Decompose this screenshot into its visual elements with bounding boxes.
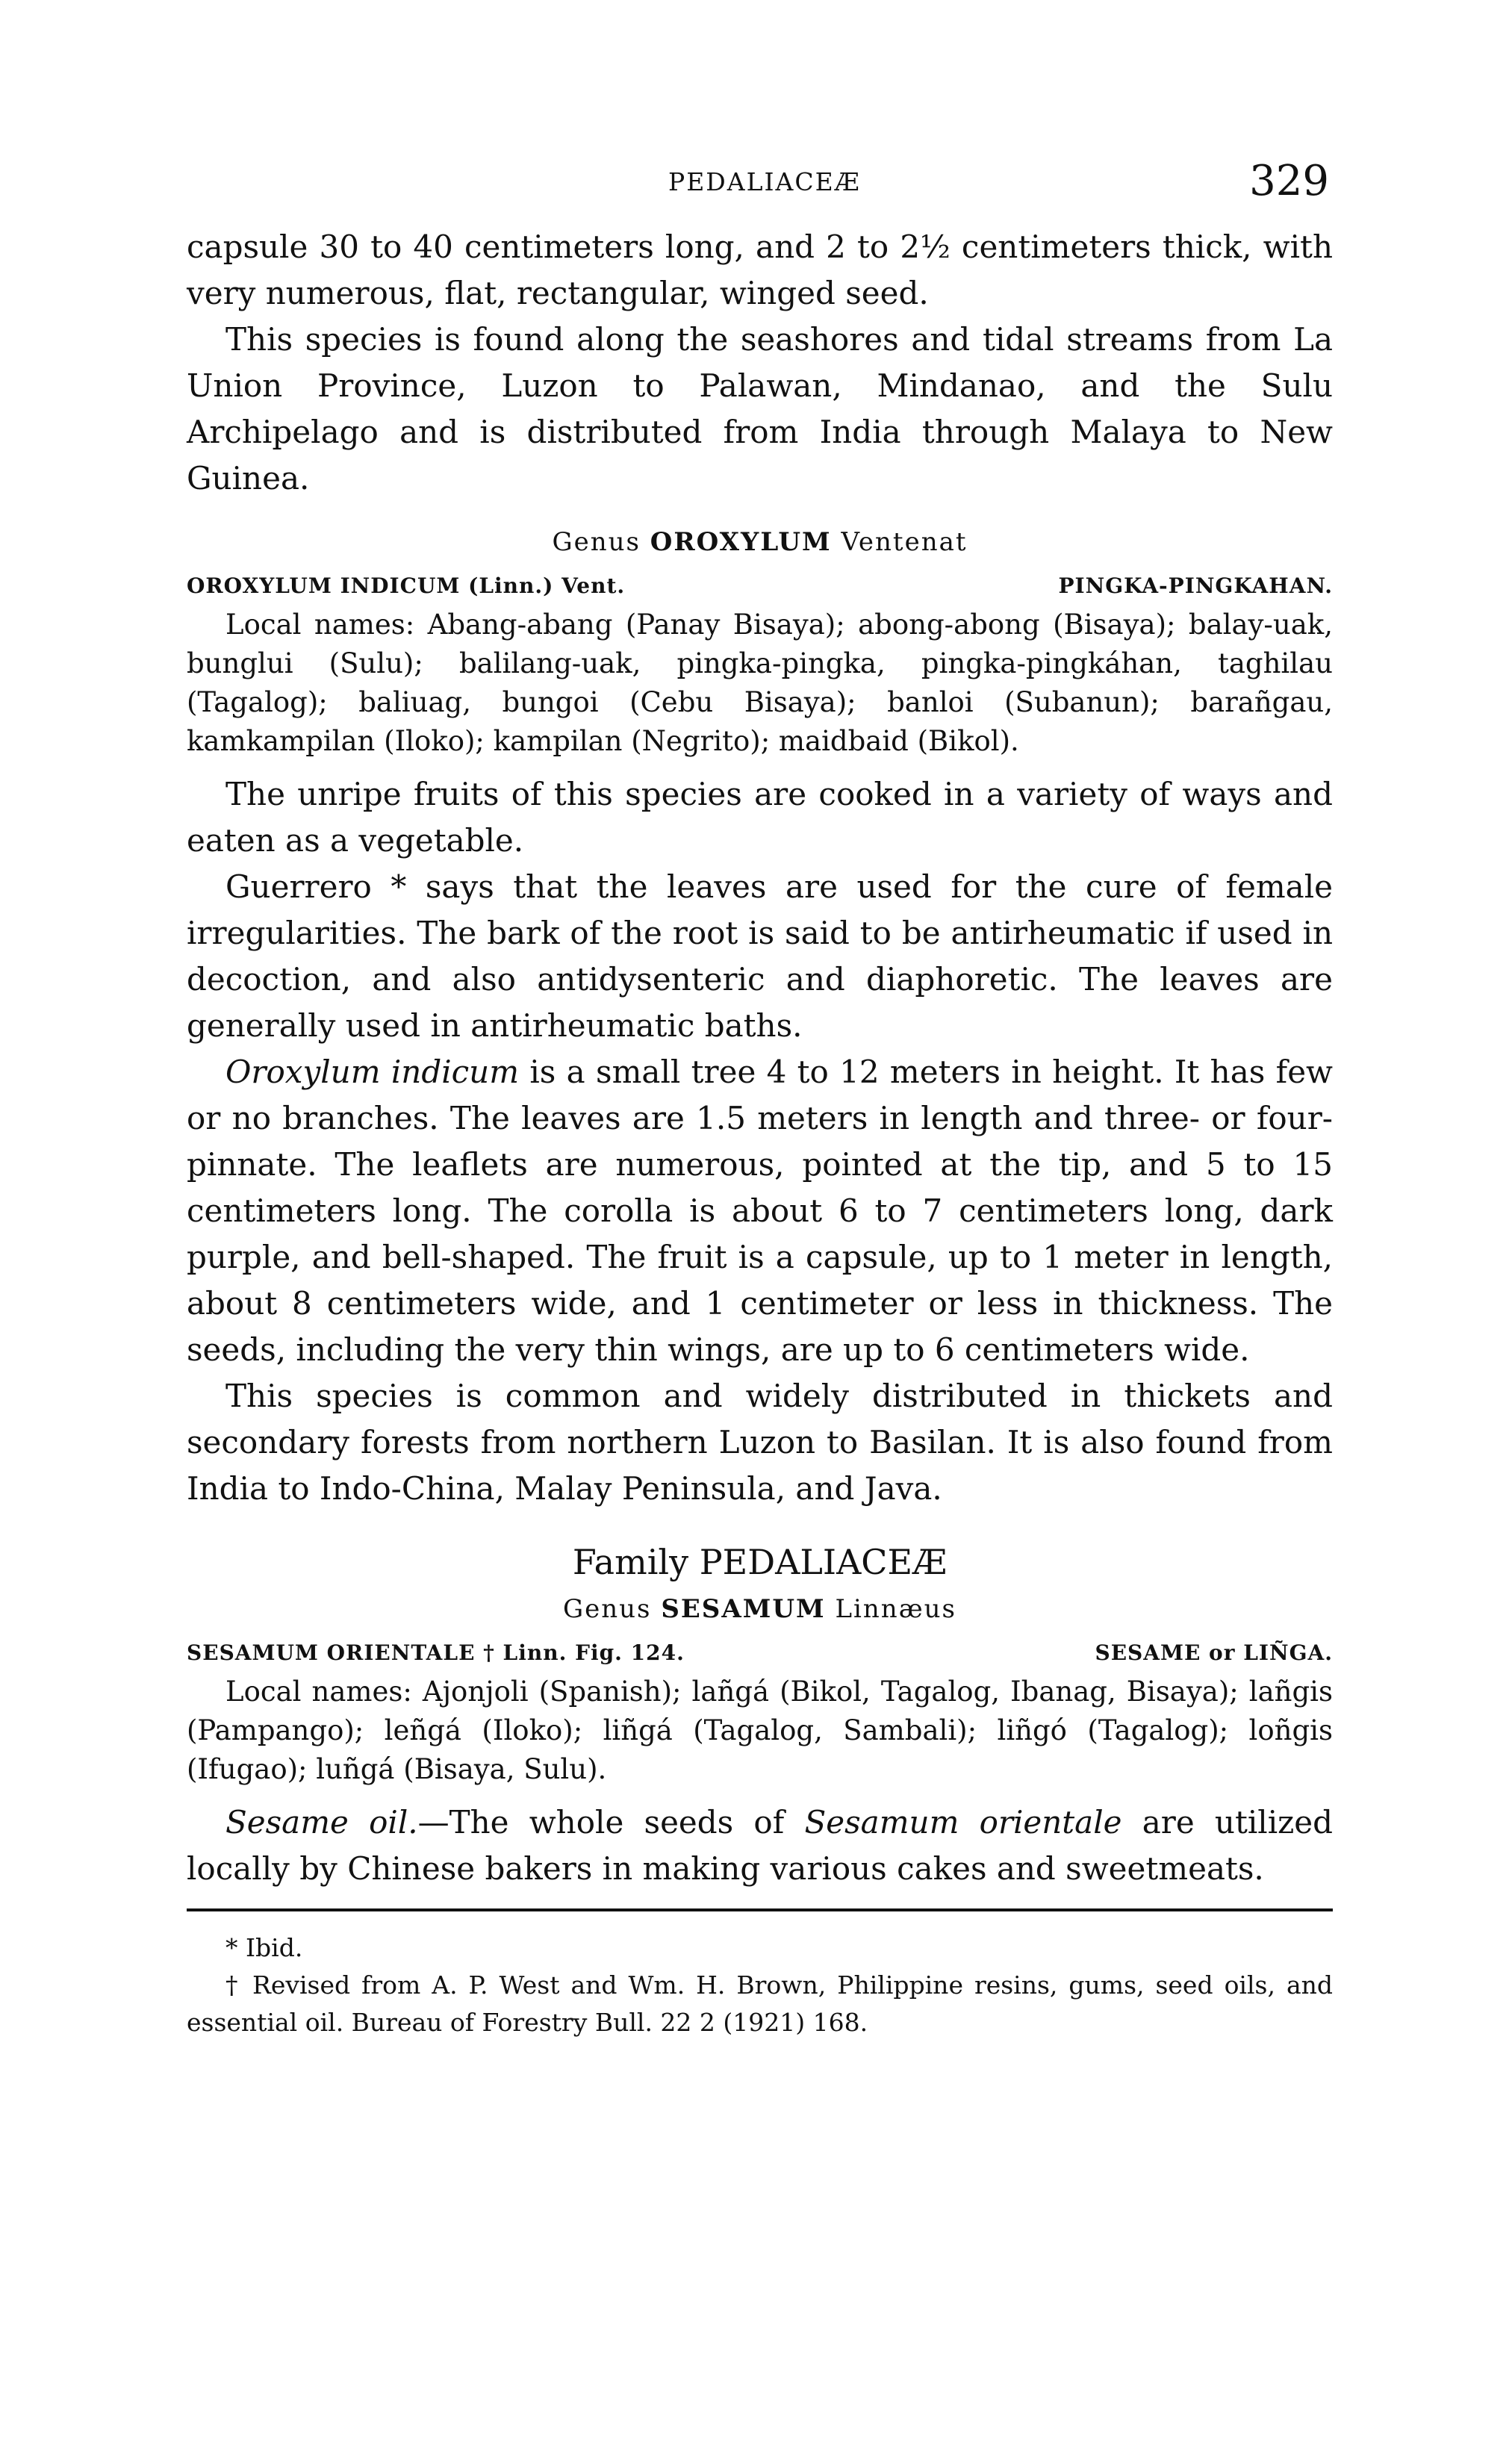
paragraph-description — [187, 1049, 1333, 1373]
common-name: SESAME or LIÑGA. — [1095, 1640, 1333, 1665]
common-name: PINGKA-PINGKAHAN. — [1058, 573, 1333, 598]
page-header — [187, 157, 1329, 209]
genus-heading-sesamum — [187, 1594, 1333, 1624]
page-number: 329 — [1249, 157, 1329, 205]
footnote-divider — [187, 1908, 1333, 1911]
genus-name: SESAMUM — [661, 1594, 826, 1624]
genus-label: Genus — [562, 1594, 652, 1624]
sesame-oil-text-2: are utilized locally by Chinese bakers in making various cakes and sweetmeats. — [187, 1804, 1333, 1887]
local-names-sesamum: Local names: Ajonjoli (Spanish); lañgá (Bikol, Tagalog, Ibanag, Bisaya); lañgis (Pampango); leñgá (Iloko); liñgá (Tagalog, Sambali); liñgó (Tagalog); loñgis (Ifugao); luñgá (Bisaya, Sulu). — [187, 1676, 1333, 1785]
species-italic: Oroxylum indicum — [225, 1054, 520, 1090]
family-heading: Family PEDALIACEÆ — [572, 1542, 948, 1582]
genus-name: OROXYLUM — [650, 527, 832, 557]
paragraph-capsule: capsule 30 to 40 centimeters long, and 2 to 2½ centimeters thick, with very numerous, flat, rectangular, winged seed. — [187, 228, 1333, 311]
paragraph-guerrero: Guerrero * says that the leaves are used for the cure of female irregularities. The bark of the root is said to be antirheumatic if used in decoction, and also antidysenteric and diaphoretic. The leaves are generally used in antirheumatic baths. — [187, 868, 1333, 1044]
footnote-ibid: * Ibid. — [225, 1933, 303, 1962]
body-text — [187, 224, 1333, 2041]
paragraph-distribution: This species is found along the seashores and tidal streams from La Union Province, Luzon to Palawan, Mindanao, and the Sulu Archipelago and is distributed from India through Malaya to New Guinea. — [187, 321, 1333, 497]
sesame-oil-text-1: —The whole seeds of — [417, 1804, 805, 1841]
sesame-oil-species: Sesamum orientale — [804, 1804, 1122, 1841]
species-line-oroxylum — [187, 573, 1333, 598]
footnote-revised: † Revised from A. P. West and Wm. H. Brown, Philippine resins, gums, seed oils, and essential oil. Bureau of Forestry Bull. 22 2 (1921) 168. — [187, 1970, 1333, 2037]
genus-author: Ventenat — [841, 527, 968, 557]
description-text: is a small tree 4 to 12 meters in height. It has few or no branches. The leaves are 1.5 meters in length and three- or four-pinnate. The leaflets are numerous, pointed at the tip, and 5 to 15 centimeters long. The corolla is about 6 to 7 centimeters long, dark purple, and bell-shaped. The fruit is a capsule, up to 1 meter in length, about 8 centimeters wide, and 1 centimeter or less in thickness. The seeds, including the very thin wings, are up to 6 centimeters wide. — [187, 1054, 1333, 1368]
genus-heading-oroxylum — [187, 527, 1333, 557]
paragraph-sesame-oil — [187, 1799, 1333, 1892]
paragraph-unripe-fruits: The unripe fruits of this species are cooked in a variety of ways and eaten as a vegetable. — [187, 776, 1333, 859]
species-line-sesamum — [187, 1640, 1333, 1665]
genus-label: Genus — [552, 527, 641, 557]
genus-author: Linnæus — [835, 1594, 957, 1624]
local-names-oroxylum: Local names: Abang-abang (Panay Bisaya); abong-abong (Bisaya); balay-uak, bunglui (Sulu); balilang-uak, pingka-pingka, pingka-pingkáhan, taghilau (Tagalog); baliuag, bungoi (Cebu Bisaya); banloi (Subanun); barañgau, kamkampilan (Iloko); kampilan (Negrito); maidbaid (Bikol). — [187, 609, 1333, 757]
running-head: PEDALIACEÆ — [668, 167, 861, 196]
footnotes — [187, 1929, 1333, 2041]
species-name: SESAMUM ORIENTALE † Linn. Fig. 124. — [187, 1640, 685, 1665]
paragraph-habitat: This species is common and widely distributed in thickets and secondary forests from northern Luzon to Basilan. It is also found from India to Indo-China, Malay Peninsula, and Java. — [187, 1378, 1333, 1507]
species-name: OROXYLUM INDICUM (Linn.) Vent. — [187, 573, 626, 598]
sesame-oil-heading: Sesame oil. — [225, 1804, 418, 1841]
